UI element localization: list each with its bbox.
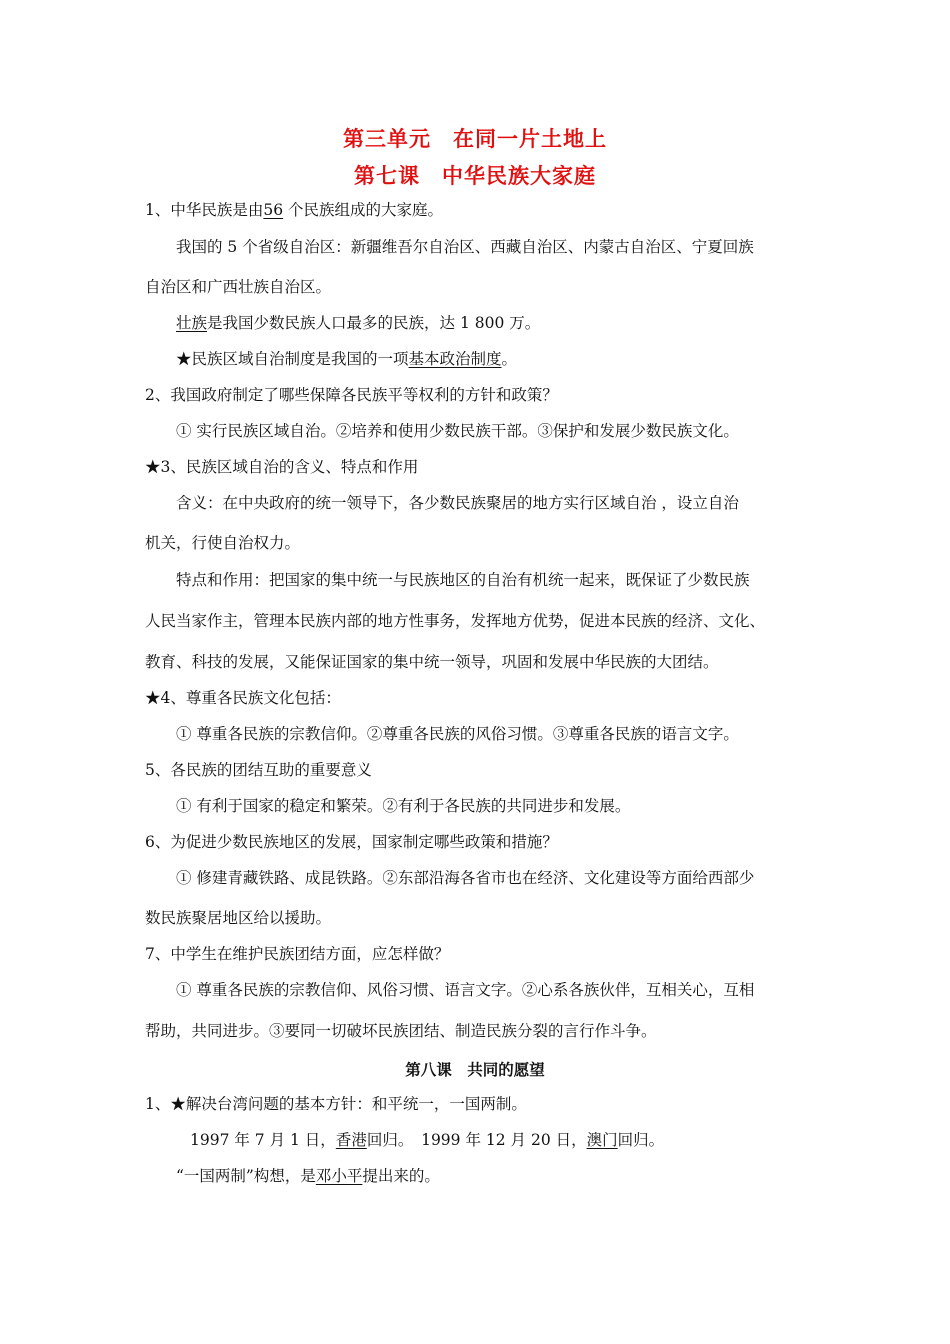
underlined-term: 澳门 bbox=[586, 1131, 618, 1149]
question-4: ★4、尊重各民族文化包括： bbox=[145, 689, 341, 707]
answer-line: ① 修建青藏铁路、成昆铁路。②东部沿海各省市也在经济、文化建设等方面给西部少 bbox=[176, 869, 755, 887]
paragraph-line: ★民族区域自治制度是我国的一项基本政治制度。 bbox=[176, 350, 518, 368]
answer-line: ① 实行民族区域自治。②培养和使用少数民族干部。③保护和发展少数民族文化。 bbox=[176, 422, 739, 440]
question-1: 1、★解决台湾问题的基本方针：和平统一，一国两制。 bbox=[145, 1095, 527, 1113]
answer-line: 含义：在中央政府的统一领导下，各少数民族聚居的地方实行区域自治 ，设立自治 bbox=[176, 494, 739, 512]
answer-line: 机关，行使自治权力。 bbox=[145, 534, 301, 552]
paragraph-line: 自治区和广西壮族自治区。 bbox=[145, 278, 332, 296]
question-5: 5、各民族的团结互助的重要意义 bbox=[145, 761, 372, 779]
lesson7-title: 第七课 中华民族大家庭 bbox=[354, 164, 596, 188]
underlined-number: 56 bbox=[263, 201, 284, 219]
underlined-term: 壮族 bbox=[176, 314, 208, 332]
answer-line: “一国两制”构想，是邓小平提出来的。 bbox=[176, 1167, 440, 1185]
question-6: 6、为促进少数民族地区的发展，国家制定哪些政策和措施？ bbox=[145, 833, 558, 851]
paragraph-line: 我国的 5 个省级自治区：新疆维吾尔自治区、西藏自治区、内蒙古自治区、宁夏回族 bbox=[176, 238, 754, 256]
lesson8-title: 第八课 共同的愿望 bbox=[405, 1061, 545, 1079]
answer-line: 1997 年 7 月 1 日，香港回归。 1999 年 12 月 20 日，澳门回归。 bbox=[190, 1131, 665, 1149]
answer-line: ① 有利于国家的稳定和繁荣。②有利于各民族的共同进步和发展。 bbox=[176, 797, 631, 815]
underlined-term: 基本政治制度 bbox=[408, 350, 502, 368]
question-7: 7、中学生在维护民族团结方面，应怎样做？ bbox=[145, 945, 450, 963]
answer-line: 人民当家作主，管理本民族内部的地方性事务，发挥地方优势，促进本民族的经济、文化、 bbox=[145, 612, 766, 630]
underlined-term: 香港 bbox=[335, 1131, 367, 1149]
answer-line: ① 尊重各民族的宗教信仰。②尊重各民族的风俗习惯。③尊重各民族的语言文字。 bbox=[176, 725, 739, 743]
unit-title: 第三单元 在同一片土地上 bbox=[343, 127, 607, 151]
question-1: 1、中华民族是由56 个民族组成的大家庭。 bbox=[145, 201, 444, 219]
paragraph-line: 壮族是我国少数民族人口最多的民族，达 1 800 万。 bbox=[176, 314, 541, 332]
answer-line: 教育、科技的发展，又能保证国家的集中统一领导，巩固和发展中华民族的大团结。 bbox=[145, 653, 719, 671]
answer-line: 数民族聚居地区给以援助。 bbox=[145, 909, 332, 927]
question-2: 2、我国政府制定了哪些保障各民族平等权利的方针和政策？ bbox=[145, 386, 558, 404]
answer-line: 帮助，共同进步。③要同一切破坏民族团结、制造民族分裂的言行作斗争。 bbox=[145, 1022, 657, 1040]
answer-line: 特点和作用：把国家的集中统一与民族地区的自治有机统一起来，既保证了少数民族 bbox=[176, 571, 750, 589]
question-3: ★3、民族区域自治的含义、特点和作用 bbox=[145, 458, 419, 476]
underlined-term: 邓小平 bbox=[315, 1167, 363, 1185]
answer-line: ① 尊重各民族的宗教信仰、风俗习惯、语言文字。②心系各族伙伴，互相关心，互相 bbox=[176, 981, 755, 999]
